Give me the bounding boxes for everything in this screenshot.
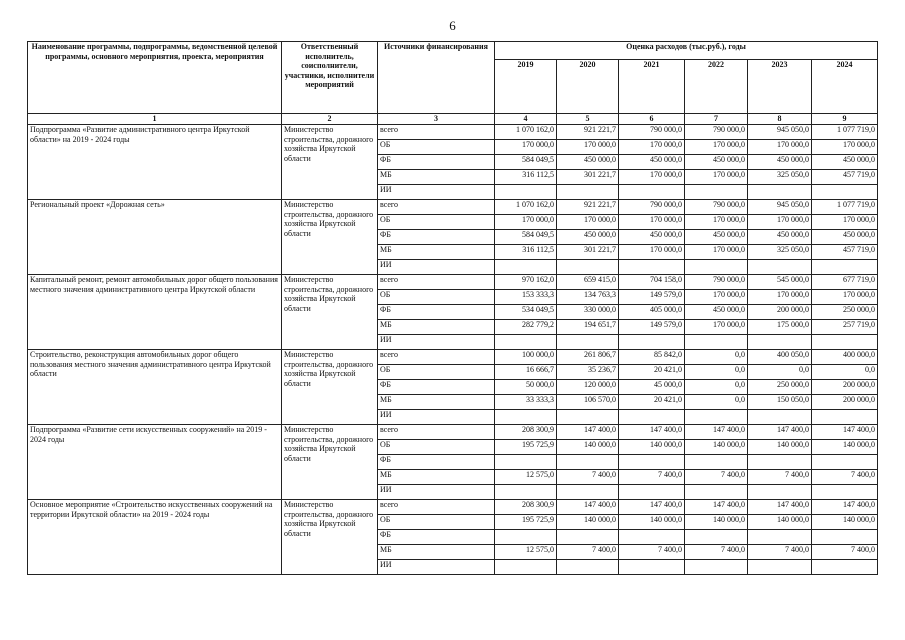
amount-cell: 400 000,0 <box>812 350 878 365</box>
amount-cell: 170 000,0 <box>812 215 878 230</box>
amount-cell: 450 000,0 <box>812 230 878 245</box>
amount-cell <box>812 560 878 575</box>
table-row <box>28 275 878 290</box>
amount-cell: 301 221,7 <box>557 170 619 185</box>
funding-source: ОБ <box>378 440 495 455</box>
amount-cell <box>557 485 619 500</box>
amount-cell: 175 000,0 <box>748 320 812 335</box>
amount-cell: 7 400,0 <box>557 470 619 485</box>
amount-cell: 450 000,0 <box>619 155 685 170</box>
amount-cell: 208 300,9 <box>495 425 557 440</box>
amount-cell: 450 000,0 <box>557 230 619 245</box>
amount-cell: 970 162,0 <box>495 275 557 290</box>
amount-cell <box>619 410 685 425</box>
amount-cell: 316 112,5 <box>495 245 557 260</box>
funding-source: всего <box>378 200 495 215</box>
amount-cell <box>619 560 685 575</box>
amount-cell: 316 112,5 <box>495 170 557 185</box>
funding-source: ИИ <box>378 485 495 500</box>
amount-cell: 0,0 <box>685 395 748 410</box>
table-row <box>28 425 878 440</box>
amount-cell: 50 000,0 <box>495 380 557 395</box>
amount-cell: 12 575,0 <box>495 470 557 485</box>
amount-cell: 400 050,0 <box>748 350 812 365</box>
amount-cell: 261 806,7 <box>557 350 619 365</box>
amount-cell <box>748 485 812 500</box>
funding-source: ФБ <box>378 380 495 395</box>
col-number: 9 <box>812 114 878 125</box>
header-year: 2019 <box>495 60 557 114</box>
amount-cell: 677 719,0 <box>812 275 878 290</box>
amount-cell: 85 842,0 <box>619 350 685 365</box>
funding-source: МБ <box>378 170 495 185</box>
amount-cell: 450 000,0 <box>685 155 748 170</box>
col-number: 8 <box>748 114 812 125</box>
amount-cell: 147 400,0 <box>619 500 685 515</box>
amount-cell: 120 000,0 <box>557 380 619 395</box>
amount-cell: 450 000,0 <box>685 305 748 320</box>
amount-cell: 450 000,0 <box>812 155 878 170</box>
amount-cell: 170 000,0 <box>812 290 878 305</box>
funding-source: МБ <box>378 245 495 260</box>
amount-cell: 140 000,0 <box>748 440 812 455</box>
funding-source: ФБ <box>378 530 495 545</box>
amount-cell <box>685 485 748 500</box>
amount-cell: 282 779,2 <box>495 320 557 335</box>
amount-cell: 790 000,0 <box>619 125 685 140</box>
amount-cell: 0,0 <box>812 365 878 380</box>
amount-cell <box>557 560 619 575</box>
amount-cell: 149 579,0 <box>619 290 685 305</box>
amount-cell <box>685 560 748 575</box>
row-name: Основное мероприятие «Строительство искусственных сооружений на территории Иркутской области» на 2019 - 2024 годы <box>28 500 282 575</box>
amount-cell: 534 049,5 <box>495 305 557 320</box>
amount-cell <box>495 455 557 470</box>
amount-cell <box>495 560 557 575</box>
amount-cell: 7 400,0 <box>619 545 685 560</box>
header-year: 2024 <box>812 60 878 114</box>
amount-cell <box>619 185 685 200</box>
amount-cell: 921 221,7 <box>557 200 619 215</box>
amount-cell: 170 000,0 <box>748 140 812 155</box>
amount-cell: 140 000,0 <box>619 515 685 530</box>
amount-cell <box>495 530 557 545</box>
amount-cell <box>812 185 878 200</box>
amount-cell: 790 000,0 <box>619 200 685 215</box>
amount-cell <box>685 335 748 350</box>
row-executor: Министерство строительства, дорожного хозяйства Иркутской области <box>282 200 378 275</box>
amount-cell: 134 763,3 <box>557 290 619 305</box>
page-number: 6 <box>449 18 456 33</box>
amount-cell <box>685 410 748 425</box>
amount-cell: 0,0 <box>685 380 748 395</box>
amount-cell: 147 400,0 <box>619 425 685 440</box>
amount-cell: 0,0 <box>685 365 748 380</box>
amount-cell: 450 000,0 <box>685 230 748 245</box>
amount-cell: 106 570,0 <box>557 395 619 410</box>
amount-cell: 208 300,9 <box>495 500 557 515</box>
funding-source: ФБ <box>378 155 495 170</box>
amount-cell: 250 000,0 <box>748 380 812 395</box>
amount-cell <box>495 335 557 350</box>
amount-cell <box>748 455 812 470</box>
funding-source: ФБ <box>378 455 495 470</box>
amount-cell: 921 221,7 <box>557 125 619 140</box>
amount-cell <box>685 530 748 545</box>
amount-cell <box>557 455 619 470</box>
amount-cell: 200 000,0 <box>812 380 878 395</box>
amount-cell <box>748 185 812 200</box>
amount-cell: 147 400,0 <box>685 500 748 515</box>
col-number: 1 <box>28 114 282 125</box>
amount-cell: 1 070 162,0 <box>495 200 557 215</box>
amount-cell: 170 000,0 <box>748 215 812 230</box>
amount-cell: 405 000,0 <box>619 305 685 320</box>
amount-cell: 195 725,9 <box>495 515 557 530</box>
amount-cell: 7 400,0 <box>812 545 878 560</box>
funding-source: МБ <box>378 545 495 560</box>
funding-source: ИИ <box>378 410 495 425</box>
amount-cell: 945 050,0 <box>748 125 812 140</box>
header-year: 2021 <box>619 60 685 114</box>
table-row <box>28 350 878 365</box>
row-executor: Министерство строительства, дорожного хозяйства Иркутской области <box>282 125 378 200</box>
amount-cell <box>748 530 812 545</box>
amount-cell: 790 000,0 <box>685 125 748 140</box>
header-year: 2023 <box>748 60 812 114</box>
amount-cell: 170 000,0 <box>495 215 557 230</box>
budget-table <box>27 41 878 575</box>
amount-cell <box>812 530 878 545</box>
amount-cell: 170 000,0 <box>685 290 748 305</box>
amount-cell: 170 000,0 <box>557 215 619 230</box>
funding-source: ФБ <box>378 305 495 320</box>
amount-cell: 140 000,0 <box>685 515 748 530</box>
amount-cell: 257 719,0 <box>812 320 878 335</box>
amount-cell: 140 000,0 <box>557 440 619 455</box>
amount-cell: 140 000,0 <box>557 515 619 530</box>
amount-cell: 147 400,0 <box>685 425 748 440</box>
header-source: Источники финансирования <box>378 42 495 114</box>
amount-cell: 457 719,0 <box>812 245 878 260</box>
amount-cell <box>812 260 878 275</box>
amount-cell <box>812 335 878 350</box>
funding-source: ОБ <box>378 215 495 230</box>
funding-source: всего <box>378 125 495 140</box>
table-body <box>28 125 878 575</box>
amount-cell: 250 000,0 <box>812 305 878 320</box>
funding-source: ОБ <box>378 515 495 530</box>
amount-cell <box>685 455 748 470</box>
amount-cell: 170 000,0 <box>685 170 748 185</box>
amount-cell: 450 000,0 <box>619 230 685 245</box>
amount-cell <box>685 260 748 275</box>
amount-cell: 7 400,0 <box>748 470 812 485</box>
funding-source: ОБ <box>378 290 495 305</box>
amount-cell <box>557 410 619 425</box>
amount-cell: 170 000,0 <box>685 320 748 335</box>
funding-source: ИИ <box>378 260 495 275</box>
col-number: 3 <box>378 114 495 125</box>
amount-cell: 147 400,0 <box>557 500 619 515</box>
amount-cell <box>495 485 557 500</box>
amount-cell: 170 000,0 <box>685 215 748 230</box>
funding-source: МБ <box>378 395 495 410</box>
amount-cell <box>619 260 685 275</box>
amount-cell <box>619 455 685 470</box>
amount-cell <box>748 560 812 575</box>
amount-cell: 20 421,0 <box>619 365 685 380</box>
amount-cell: 12 575,0 <box>495 545 557 560</box>
amount-cell: 200 000,0 <box>812 395 878 410</box>
amount-cell: 0,0 <box>685 350 748 365</box>
amount-cell: 147 400,0 <box>557 425 619 440</box>
funding-source: МБ <box>378 320 495 335</box>
amount-cell: 330 000,0 <box>557 305 619 320</box>
amount-cell: 170 000,0 <box>619 215 685 230</box>
amount-cell: 200 000,0 <box>748 305 812 320</box>
amount-cell: 147 400,0 <box>812 500 878 515</box>
amount-cell: 1 070 162,0 <box>495 125 557 140</box>
amount-cell: 545 000,0 <box>748 275 812 290</box>
amount-cell: 170 000,0 <box>619 170 685 185</box>
amount-cell <box>495 260 557 275</box>
col-number: 7 <box>685 114 748 125</box>
col-number: 6 <box>619 114 685 125</box>
amount-cell <box>557 335 619 350</box>
amount-cell <box>619 485 685 500</box>
amount-cell: 170 000,0 <box>748 290 812 305</box>
header-year: 2022 <box>685 60 748 114</box>
funding-source: МБ <box>378 470 495 485</box>
amount-cell: 147 400,0 <box>748 500 812 515</box>
amount-cell: 170 000,0 <box>619 245 685 260</box>
amount-cell: 301 221,7 <box>557 245 619 260</box>
funding-source: всего <box>378 500 495 515</box>
amount-cell: 170 000,0 <box>685 245 748 260</box>
amount-cell <box>812 485 878 500</box>
amount-cell: 170 000,0 <box>557 140 619 155</box>
amount-cell <box>557 185 619 200</box>
amount-cell <box>748 410 812 425</box>
amount-cell <box>748 335 812 350</box>
row-name: Подпрограмма «Развитие сети искусственных сооружений» на 2019 - 2024 годы <box>28 425 282 500</box>
amount-cell: 16 666,7 <box>495 365 557 380</box>
row-name: Строительство, реконструкция автомобильных дорог общего пользования местного значения административного центра Иркутской области <box>28 350 282 425</box>
amount-cell <box>495 410 557 425</box>
amount-cell: 1 077 719,0 <box>812 125 878 140</box>
amount-cell <box>557 530 619 545</box>
amount-cell: 457 719,0 <box>812 170 878 185</box>
amount-cell: 140 000,0 <box>685 440 748 455</box>
amount-cell: 35 236,7 <box>557 365 619 380</box>
funding-source: ИИ <box>378 185 495 200</box>
amount-cell: 7 400,0 <box>557 545 619 560</box>
amount-cell: 140 000,0 <box>812 440 878 455</box>
amount-cell: 149 579,0 <box>619 320 685 335</box>
header-year: 2020 <box>557 60 619 114</box>
amount-cell: 140 000,0 <box>812 515 878 530</box>
funding-source: всего <box>378 350 495 365</box>
row-executor: Министерство строительства, дорожного хозяйства Иркутской области <box>282 425 378 500</box>
amount-cell <box>748 260 812 275</box>
amount-cell: 153 333,3 <box>495 290 557 305</box>
amount-cell <box>812 410 878 425</box>
amount-cell: 170 000,0 <box>685 140 748 155</box>
amount-cell: 584 049,5 <box>495 155 557 170</box>
amount-cell: 7 400,0 <box>812 470 878 485</box>
funding-source: ИИ <box>378 560 495 575</box>
header-estimate: Оценка расходов (тыс.руб.), годы <box>495 42 878 60</box>
amount-cell <box>495 185 557 200</box>
amount-cell <box>619 335 685 350</box>
amount-cell: 140 000,0 <box>748 515 812 530</box>
amount-cell: 790 000,0 <box>685 200 748 215</box>
amount-cell: 704 158,0 <box>619 275 685 290</box>
amount-cell <box>557 260 619 275</box>
amount-cell: 150 050,0 <box>748 395 812 410</box>
amount-cell: 45 000,0 <box>619 380 685 395</box>
amount-cell <box>812 455 878 470</box>
amount-cell: 450 000,0 <box>748 155 812 170</box>
table-row <box>28 500 878 515</box>
amount-cell: 584 049,5 <box>495 230 557 245</box>
amount-cell: 170 000,0 <box>812 140 878 155</box>
funding-source: всего <box>378 275 495 290</box>
amount-cell: 170 000,0 <box>619 140 685 155</box>
funding-source: ФБ <box>378 230 495 245</box>
amount-cell: 7 400,0 <box>619 470 685 485</box>
col-number: 2 <box>282 114 378 125</box>
funding-source: ИИ <box>378 335 495 350</box>
amount-cell: 450 000,0 <box>557 155 619 170</box>
amount-cell: 147 400,0 <box>748 425 812 440</box>
amount-cell: 325 050,0 <box>748 170 812 185</box>
table-row <box>28 125 878 140</box>
amount-cell: 325 050,0 <box>748 245 812 260</box>
row-executor: Министерство строительства, дорожного хозяйства Иркутской области <box>282 500 378 575</box>
row-name: Подпрограмма «Развитие административного центра Иркутской области» на 2019 - 2024 годы <box>28 125 282 200</box>
amount-cell: 20 421,0 <box>619 395 685 410</box>
funding-source: ОБ <box>378 140 495 155</box>
header-name: Наименование программы, подпрограммы, ведомственной целевой программы, основного мероприятия, проекта, мероприятия <box>28 42 282 114</box>
amount-cell: 0,0 <box>748 365 812 380</box>
amount-cell: 945 050,0 <box>748 200 812 215</box>
amount-cell: 659 415,0 <box>557 275 619 290</box>
amount-cell: 194 651,7 <box>557 320 619 335</box>
amount-cell: 7 400,0 <box>748 545 812 560</box>
row-name: Капитальный ремонт, ремонт автомобильных дорог общего пользования местного значения административного центра Иркутской области <box>28 275 282 350</box>
amount-cell: 7 400,0 <box>685 545 748 560</box>
header-executor: Ответственный исполнитель, соисполнители, участники, исполнители мероприятий <box>282 42 378 114</box>
table-row <box>28 200 878 215</box>
amount-cell: 33 333,3 <box>495 395 557 410</box>
amount-cell: 450 000,0 <box>748 230 812 245</box>
amount-cell: 140 000,0 <box>619 440 685 455</box>
row-executor: Министерство строительства, дорожного хозяйства Иркутской области <box>282 275 378 350</box>
amount-cell: 195 725,9 <box>495 440 557 455</box>
amount-cell: 100 000,0 <box>495 350 557 365</box>
col-number: 4 <box>495 114 557 125</box>
row-name: Региональный проект «Дорожная сеть» <box>28 200 282 275</box>
amount-cell: 790 000,0 <box>685 275 748 290</box>
amount-cell: 147 400,0 <box>812 425 878 440</box>
funding-source: всего <box>378 425 495 440</box>
amount-cell <box>619 530 685 545</box>
amount-cell: 7 400,0 <box>685 470 748 485</box>
funding-source: ОБ <box>378 365 495 380</box>
row-executor: Министерство строительства, дорожного хозяйства Иркутской области <box>282 350 378 425</box>
col-number: 5 <box>557 114 619 125</box>
amount-cell: 1 077 719,0 <box>812 200 878 215</box>
amount-cell: 170 000,0 <box>495 140 557 155</box>
amount-cell <box>685 185 748 200</box>
